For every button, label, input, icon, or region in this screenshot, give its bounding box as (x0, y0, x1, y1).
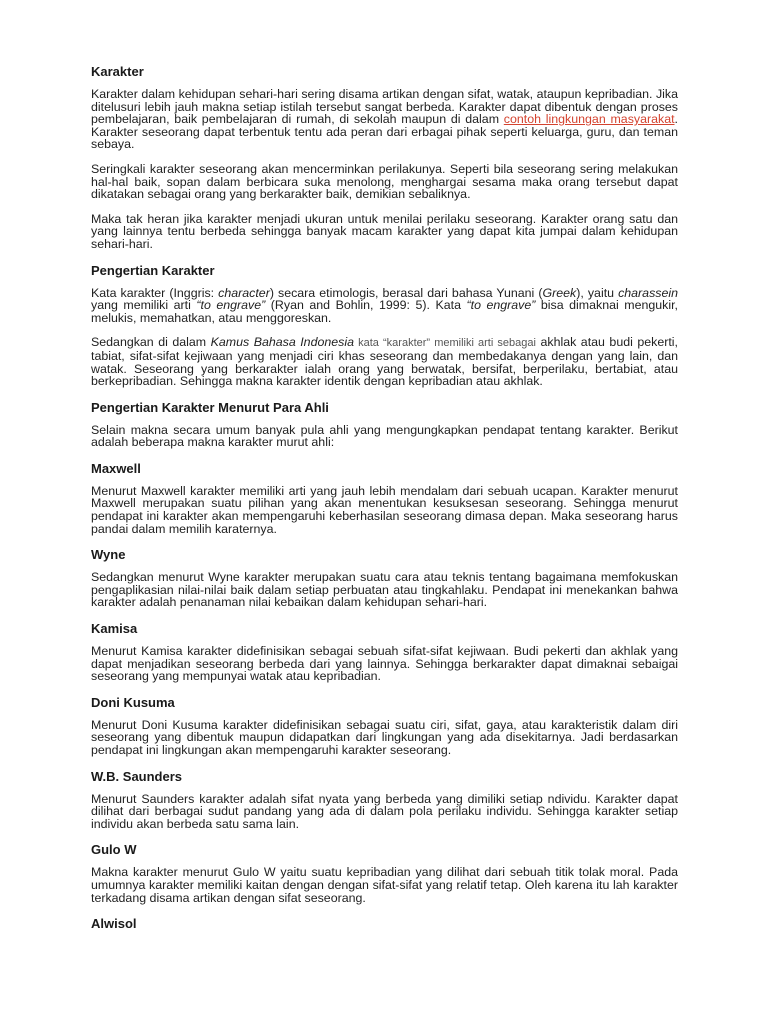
term-to-engrave: “to engrave” (196, 298, 266, 313)
text: akhlak atau budi pekerti, tabiat, sifat-sifat kejiwaan yang menjadi ciri khas seseorang dan membedakanya dengan yang lain, dan watak. Seseorang yang berkarakter ialah orang yang berwatak, bersifat, berperilaku, bertabiat, atau berkepribadian. Sehingga makna karakter identik dengan kepribadian atau akhlak. (91, 335, 678, 389)
heading-kamisa: Kamisa (91, 621, 138, 637)
text: ) secara etimologis, berasal dari bahasa Yunani ( (269, 285, 543, 300)
text: (Ryan and Bohlin, 1999: 5). Kata (265, 298, 467, 313)
text: yang memiliki arti (91, 298, 197, 313)
heading-pengertian: Pengertian Karakter (91, 262, 215, 278)
text: Kata karakter (Inggris: (91, 285, 219, 300)
term-kbi: Kamus Bahasa Indonesia (210, 335, 354, 350)
term-greek: Greek (542, 285, 577, 300)
link-contoh-lingkungan[interactable]: contoh lingkungan masyarakat (503, 112, 675, 127)
text: kata “karakter” memiliki arti sebagai (353, 337, 536, 350)
heading-wyne: Wyne (91, 547, 126, 563)
text: bisa dimaknai mengukir, melukis, memahatkan, atau menggoreskan. (91, 298, 678, 325)
paragraph-etimologi (91, 287, 678, 325)
paragraph-kamisa: Menurut Kamisa karakter didefinisikan sebagai sebuah sifat-sifat kejiwaan. Budi pekerti dan akhlak yang dapat menjadikan seseorang berbeda dari yang lainnya. Sehingga berkarakter dapat dimaknai sebaigai seseorang yang mempunyai watak atau kepribadian. (91, 644, 678, 684)
text: . Karakter seseorang dapat terbentuk tentu ada peran dari erbagai pihak seperti keluarga, guru, dan teman sebaya. (91, 112, 678, 152)
document-page (91, 64, 678, 940)
text: Sedangkan di dalam (91, 335, 211, 350)
paragraph-perilaku: Seringkali karakter seseorang akan mencerminkan perilakunya. Seperti bila seseorang sering melakukan hal-hal baik, sopan dalam berbicara suka menolong, menghargai sesama maka orang tersebut dapat dikatakan sebagai orang yang berkarakter baik, demikian sebaliknya. (91, 161, 678, 202)
text: ), yaitu (576, 285, 619, 300)
heading-alwisol: Alwisol (91, 916, 137, 932)
term-charassein: charassein (618, 285, 678, 300)
heading-gulo: Gulo W (91, 842, 137, 858)
paragraph-doni-kusuma: Menurut Doni Kusuma karakter didefinisikan sebagai suatu ciri, sifat, gaya, atau karakteristik dalam diri seseorang yang dibentuk maupun didapatkan dari lingkungan yang ada disekitarnya. Jadi berdasarkan pendapat ini lingkungan akan mempengaruhi karakter seseorang. (91, 717, 678, 757)
paragraph-intro (91, 88, 678, 151)
heading-para-ahli: Pengertian Karakter Menurut Para Ahli (91, 399, 329, 415)
paragraph-kbi (91, 336, 678, 387)
term-character: character (218, 285, 270, 300)
heading-doni-kusuma: Doni Kusuma (91, 694, 175, 710)
heading-karakter: Karakter (91, 64, 144, 79)
heading-maxwell: Maxwell (91, 460, 141, 476)
paragraph-saunders: Menurut Saunders karakter adalah sifat nyata yang berbeda yang dimiliki setiap ndividu. Karakter dapat dilihat dari berbagai sudut pandang yang ada di dalam pola perilaku individu. Sehingga karakter setiap individu akan berbeda satu sama lain. (91, 791, 678, 831)
term-to-engrave: “to engrave” (466, 298, 536, 313)
heading-saunders: W.B. Saunders (91, 768, 183, 784)
paragraph-para-ahli: Selain makna secara umum banyak pula ahli yang mengungkapkan pendapat tentang karakter. Berikut adalah beberapa makna karakter murut ahli: (91, 422, 678, 450)
paragraph-wyne: Sedangkan menurut Wyne karakter merupakan suatu cara atau teknis tentang bagaimana memfokuskan pengaplikasian nilai-nilai baik dalam setiap perbuatan atau tingkahlaku. Pendapat ini menekankan bahwa karakter adalah penanaman nilai kebaikan dalam kehidupan sehari-hari. (91, 570, 678, 610)
paragraph-ukuran: Maka tak heran jika karakter menjadi ukuran untuk menilai perilaku seseorang. Karakter orang satu dan yang lainnya tentu berbeda sehingga banyak macam karakter yang dapat kita jumpai dalam kehidupan sehari-hari. (91, 211, 678, 251)
paragraph-gulo: Makna karakter menurut Gulo W yaitu suatu kepribadian yang dilihat dari sebuah titik tolak moral. Pada umumnya karakter memiliki kaitan dengan dengan sifat-sifat yang relatif tetap. Oleh karena itu lah karakter terkadang disama artikan dengan sifat seseorang. (91, 865, 678, 905)
paragraph-maxwell: Menurut Maxwell karakter memiliki arti yang jauh lebih mendalam dari sebuah ucapan. Karakter menurut Maxwell merupakan suatu pilihan yang akan menentukan kesuksesan seseorang. Sehingga menurut pendapat ini karakter akan mempengaruhi keberhasilan seseorang dimasa depan. Maka seseorang harus pandai dalam memilih karaternya. (91, 483, 678, 536)
text: Karakter dalam kehidupan sehari-hari sering disama artikan dengan sifat, watak, ataupun kepribadian. Jika ditelusuri lebih jauh makna setiap istilah tersebut sangat berbeda. Karakter dapat dibentuk dengan proses pembelajaran, baik pembelajaran di rumah, di sekolah maupun di dalam (91, 87, 678, 127)
